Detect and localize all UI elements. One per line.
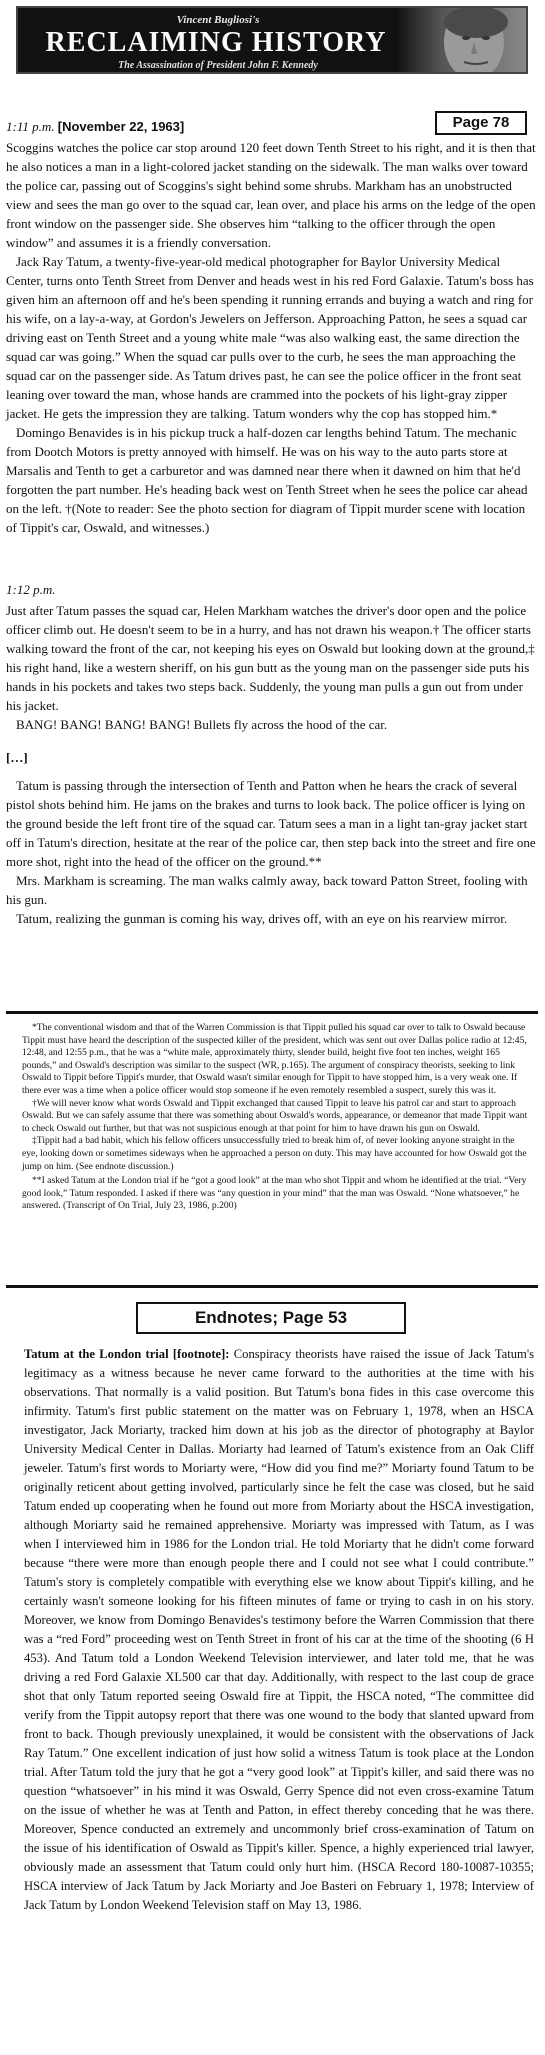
portrait-image [396,8,526,74]
paragraph: Mrs. Markham is screaming. The man walks calmly away, back toward Patton Street, fooling with his gun. [6,873,528,907]
footnote: **I asked Tatum at the London trial if he “got a good look” at the man who shot Tippit and whom he identified at the trial. “Very good look,” Tatum responded. I asked if there was “any question in your mind” that the man was Oswald. “None whatsoever,” he answered. (Transcript of On Trial, July 23, 1986, p.200) [22,1175,527,1212]
paragraph: BANG! BANG! BANG! BANG! Bullets fly across the hood of the car. [16,717,388,732]
timestamp: 1:12 p.m. [6,582,56,597]
section-3 [6,776,536,928]
footnotes [22,1022,532,1213]
date-label: [November 22, 1963] [57,119,185,134]
endnote-text: Conspiracy theorists have raised the issue of Jack Tatum's legitimacy as a witness because he never came forward to the authorities at the time with his observations. That normally is a valid position. But Tatum's bona fides in this case overcome this infirmity. Tatum's first public statement on the matter was on February 1, 1978, when an HSCA investigator, Jack Moriarty, tracked him down at his job as the director of photography at Baylor University Medical Center in Dallas. Moriarty had learned of Tatum's existence from an Oak Cliff jeweler. Tatum's first words to Moriarty were, “How did you find me?” Moriarty found Tatum to be originally reticent about getting involved, particularly since he felt the case was closed, but he said Tatum ended up cooperating when he found out more from Moriarty about the HSCA investigation, although Moriarty said he remained apprehensive. Moriarty was impressed with Tatum, as I was when I interviewed him in 1986 for the London trial. He told Moriarty that he didn't come forward because “there were more than enough people there and I could not see what I could contribute.” Tatum's story is completely compatible with everything else we know about Tippit's killing, and he certainly wasn't someone looking for his fifteen minutes of fame or trying to cash in on his story. Moreover, we know from Domingo Benavides's testimony before the Warren Commission that there was a “red Ford” proceeding west on Tenth Street in front of his car at the time of the shooting (6 H 453). And Tatum told a London Weekend Television interviewer, and later told me, that he was driving a red Ford Galaxie XL500 car that day. Additionally, with respect to the last coup de grace shot that only Tatum reported seeing Oswald fire at Tippit, the HSCA noted, “The committee did verify from the Tippit autopsy report that there was one wound to the body that slanted upward from front to back. Though previously unexplained, it would be consistent with the observations of Jack Ray Tatum.” One excellent indication of just how solid a witness Tatum is took place at the London trial. After Tatum told the jury that he got a “very good look” at Tippit's killer, and said there was no question “whatsoever” in his mind it was Oswald, Gerry Spence did not even cross-examine Tatum on the issue of whether he was at Tenth and Patton, in effect thereby conceding that he was there. Moreover, Spence conducted an extremely and uncommonly brief cross-examination of Tatum on the issue of his identification of Oswald as Tippit's killer. Spence, a highly experienced trial lawyer, obviously made an assessment that Tatum could only hurt him. (HSCA Record 180-10087-10355; HSCA interview of Jack Tatum by Jack Moriarty and Joe Basteri on February 1, 1978; Interview of Jack Tatum by London Weekend Television staff on May 13, 1986. [24,1347,535,1912]
footnote: †We will never know what words Oswald and Tippit exchanged that caused Tippit to leave his patrol car and start to approach Oswald. But we can safely assume that there was something about Oswald's words, appearance, or demeanor that made Tippit want to check Oswald out further, but that was not suspicious enough at that point for him to have drawn his gun on Oswald. [22,1097,528,1134]
paragraph: Tatum, realizing the gunman is coming his way, drives off, with an eye on his rearview mirror. [16,911,508,926]
timestamp: 1:11 p.m. [6,119,55,134]
banner-subtitle: The Assassination of President John F. Kennedy [118,60,318,71]
paragraph: Domingo Benavides is in his pickup truck a half-dozen car lengths behind Tatum. The mechanic from Dootch Motors is pretty annoyed with himself. He was on his way to the auto parts store at Marsalis and Tenth to get a carburetor and was damned near there when it dawned on him that he'd forgotten the part number. He's heading back west on Tenth Street when he sees the police car ahead on the left. †(Note to reader: See the photo section for diagram of Tippit murder scene with location of Tippit's car, Oswald, and witnesses.) [6,425,528,535]
page-number-label: Page 78 [435,111,527,135]
endnote [24,1345,534,1915]
section-1 [6,117,536,537]
divider [6,1011,538,1014]
section-1-heading [6,117,536,136]
ellipsis: […] [6,750,28,765]
section-2 [6,580,536,734]
banner-title: RECLAIMING HISTORY [45,27,387,58]
paragraph: Tatum is passing through the intersection of Tenth and Patton when he hears the crack of several pistol shots behind him. He jams on the brakes and turns to look back. The police officer is lying on the ground beside the left front tire of the squad car. Tatum sees a man in a light tan-gray jacket start off in Tatum's direction, hesitate at the rear of the police car, then step back into the street and fire one more shot, right into the head of the officer on the ground.** [6,778,536,869]
paragraph: Jack Ray Tatum, a twenty-five-year-old medical photographer for Baylor University Medical Center, turns onto Tenth Street from Denver and heads west in his red Ford Galaxie. Tatum's boss has given him an afternoon off and he's been spending it running errands and buying a watch and ring for his wife, on a lay-a-way, at Gordon's Jewelers on Jefferson. Approaching Patton, he sees a squad car driving east on Tenth Street and a young white male “was also walking east, the same direction the squad car was going.” When the squad car pulls over to the curb, he sees the man approaching the squad car on the passenger side. As Tatum drives past, he can see the police officer in the front seat leaning over toward the man, whose hands are crammed into the pockets of his light-gray zipper jacket. He gets the impression they are talking. Tatum wonders why the cop has stopped him.* [6,254,534,421]
footnote: ‡Tippit had a bad habit, which his fellow officers unsuccessfully tried to break him of, of never looking anyone straight in the eye, looking down or sometimes sideways when he approached a person on duty. This may have accounted for how Oswald got the jump on him. (See endnote discussion.) [22,1135,527,1172]
paragraph: Just after Tatum passes the squad car, Helen Markham watches the driver's door open and the police officer climb out. He doesn't seem to be in a hurry, and has not drawn his weapon.† The officer starts walking toward the front of the car, not keeping his eyes on Oswald but looking down at the ground,‡ his right hand, like a western sheriff, on his gun butt as the young man on the passenger side puts his hands in his pockets and takes two steps back. Suddenly, the young man pulls a gun out from under his jacket. [6,603,535,713]
paragraph: Scoggins watches the police car stop around 120 feet down Tenth Street to his right, and it is then that he also notices a man in a light-colored jacket standing on the sidewalk. The man walks over toward the police car, passing out of Scoggins's sight behind some shrubs. Markham has an unobstructed view and sees the man go over to the squad car, lean over, and place his arms on the ledge of the open front window on the passenger side. She observes him “talking to the officer through the open window” and assumes it is a friendly conversation. [6,140,536,250]
endnotes-label: Endnotes; Page 53 [136,1302,406,1334]
footnote: *The conventional wisdom and that of the Warren Commission is that Tippit pulled his squad car over to talk to Oswald because Tippit must have heard the description of the suspected killer of the president, which was sent out over Dallas police radio at 12:45, 12:48, and 12:55 p.m., that he was a “white male, approximately thirty, slender build, height five foot ten inches, weight 165 pounds,” and Oswald's description was similar to the suspect (WR, p.165). The argument of conspiracy theorists, seeking to link Oswald to Tippit before Tippit's murder, that Oswald wasn't similar enough for Tippit to have stopped him, is a very weak one. If there ever was a time when a police officer would stop someone if he even remotely resembled a suspect, surely this was it. [22,1022,527,1096]
divider [6,1285,538,1288]
header-banner [16,6,528,74]
endnote-lead: Tatum at the London trial [footnote]: [24,1347,230,1361]
banner-author: Vincent Bugliosi's [176,14,260,26]
